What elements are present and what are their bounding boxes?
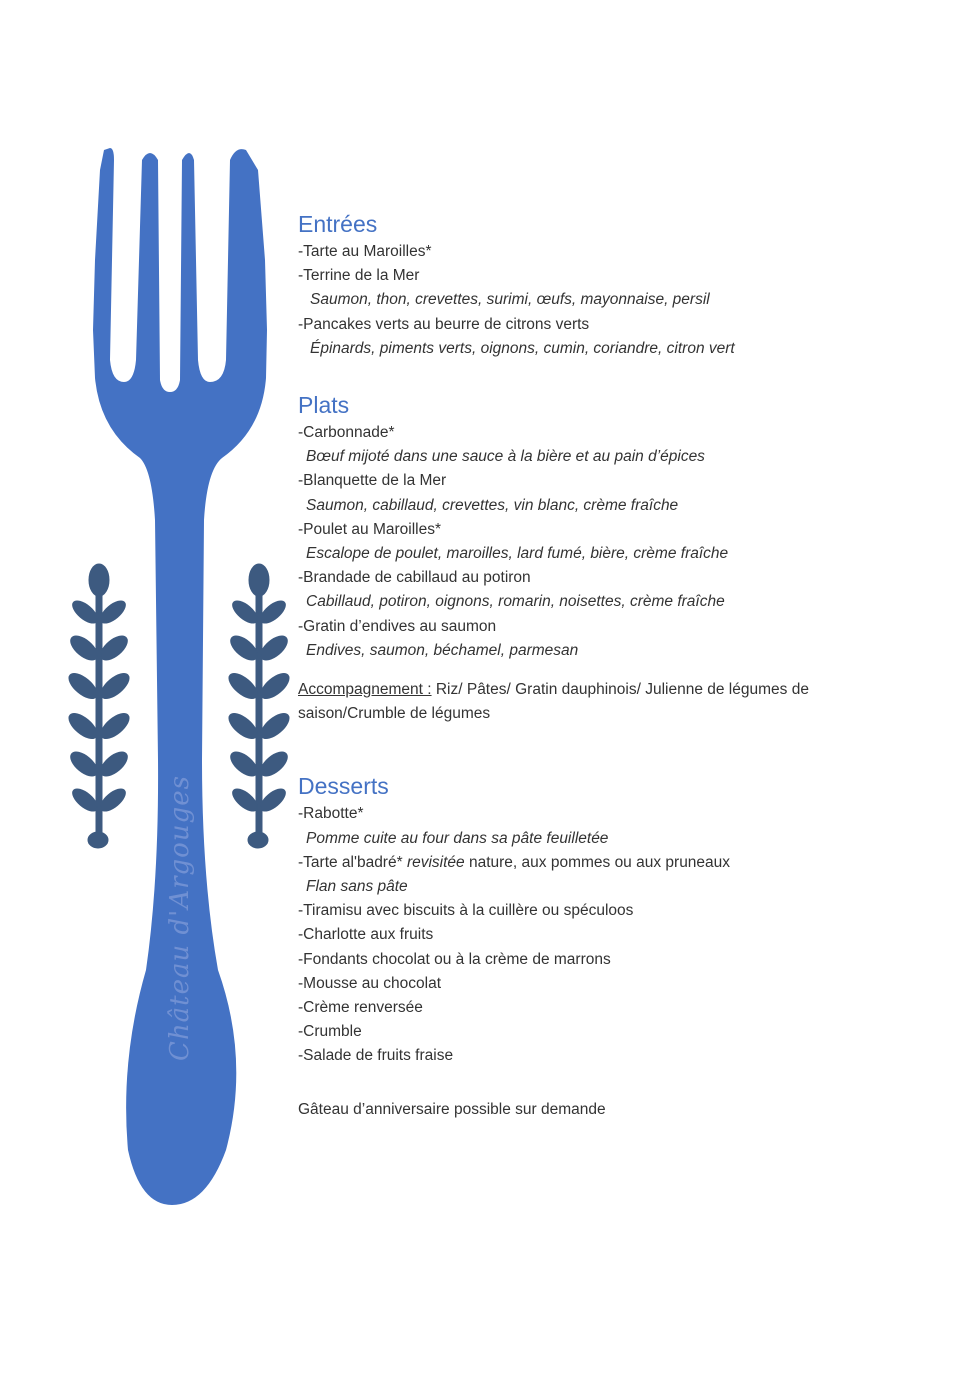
accompaniment-note (298, 678, 868, 726)
fork-watermark: Château d'Argouges (165, 775, 195, 1061)
accompaniment-label: Accompagnement : (298, 681, 432, 699)
section-entrees (298, 208, 878, 361)
menu-item: -Rabotte* (298, 805, 364, 823)
menu-item: -Terrine de la Mer (298, 267, 420, 285)
menu-item: -Blanquette de la Mer (298, 472, 447, 490)
menu-content (298, 208, 878, 1137)
menu-item: -Charlotte aux fruits (298, 926, 434, 944)
menu-item: -Carbonnade* (298, 424, 395, 442)
menu-item: -Mousse au chocolat (298, 974, 442, 992)
section-plats (298, 389, 878, 726)
menu-item: -Poulet au Maroilles* (298, 520, 442, 538)
menu-item-description: Flan sans pâte (306, 878, 408, 896)
menu-item-emphasis: revisitée (406, 853, 465, 871)
plats-list (298, 421, 878, 663)
menu-item: -Brandade de cabillaud au potiron (298, 569, 531, 587)
menu-item-description: Saumon, thon, crevettes, surimi, œufs, mayonnaise, persil (310, 291, 710, 309)
menu-item-description: Endives, saumon, béchamel, parmesan (306, 641, 579, 659)
menu-item: -Tiramisu avec biscuits à la cuillère ou spéculoos (298, 902, 634, 920)
menu-item (298, 851, 878, 875)
menu-item-description: Épinards, piments verts, oignons, cumin, coriandre, citron vert (310, 339, 735, 357)
menu-item-name: -Tarte al'badré* (298, 853, 407, 871)
section-title-plats: Plats (298, 392, 350, 419)
menu-item: -Tarte au Maroilles* (298, 243, 432, 260)
section-title-entrees: Entrées (298, 211, 378, 237)
accompaniment-text: Riz/ Pâtes/ Gratin dauphinois/ Julienne de légumes de saison/Crumble de légumes (298, 681, 809, 723)
sprig-left-icon (65, 564, 133, 848)
menu-item: -Crème renversée (298, 999, 423, 1017)
menu-item-description: Pomme cuite au four dans sa pâte feuilletée (306, 829, 609, 847)
menu-item: -Fondants chocolat ou à la crème de marrons (298, 950, 611, 968)
desserts-list (298, 899, 878, 1068)
footer-note: Gâteau d’anniversaire possible sur demande (298, 1100, 606, 1118)
menu-item-description: Cabillaud, potiron, oignons, romarin, noisettes, crème fraîche (306, 593, 725, 611)
entrees-list (298, 240, 878, 361)
section-title-desserts: Desserts (298, 773, 389, 800)
menu-item: -Crumble (298, 1023, 362, 1041)
sprig-right-icon (225, 564, 293, 848)
menu-item-description: Saumon, cabillaud, crevettes, vin blanc, crème fraîche (306, 496, 679, 514)
menu-item-description: Escalope de poulet, maroilles, lard fumé, bière, crème fraîche (306, 545, 729, 563)
menu-item: -Salade de fruits fraise (298, 1047, 454, 1065)
menu-item-description: Bœuf mijoté dans une sauce à la bière et au pain d’épices (306, 448, 705, 466)
menu-item-variants: nature, aux pommes ou aux pruneaux (464, 853, 731, 871)
menu-item: -Pancakes verts au beurre de citrons verts (298, 315, 590, 333)
menu-item: -Gratin d’endives au saumon (298, 617, 497, 635)
section-desserts (298, 770, 878, 1068)
